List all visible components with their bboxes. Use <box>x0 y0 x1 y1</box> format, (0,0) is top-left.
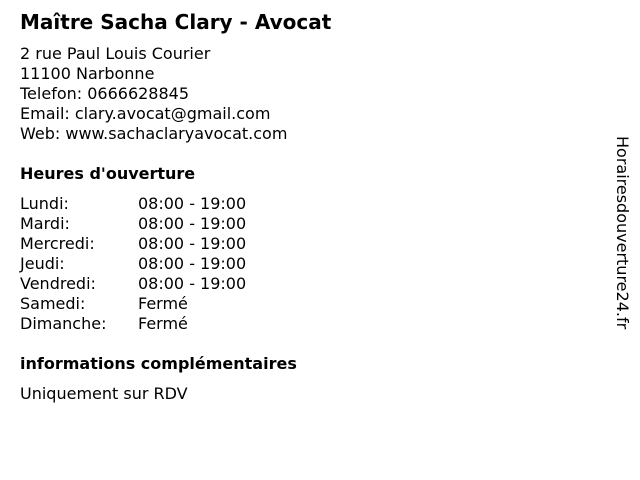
opening-time: 08:00 - 19:00 <box>138 214 247 233</box>
opening-time: Fermé <box>138 294 188 313</box>
opening-time: 08:00 - 19:00 <box>138 194 247 213</box>
website-watermark: Horairesdouverture24.fr <box>613 136 632 330</box>
day-label: Vendredi: <box>20 274 96 293</box>
contact-block <box>20 44 287 144</box>
opening-time: 08:00 - 19:00 <box>138 254 247 273</box>
opening-hours-row <box>20 234 246 254</box>
opening-time: 08:00 - 19:00 <box>138 234 247 253</box>
day-label: Mardi: <box>20 214 70 233</box>
opening-hours-row <box>20 314 246 334</box>
business-title: Maître Sacha Clary - Avocat <box>20 10 332 34</box>
day-label: Jeudi: <box>20 254 65 273</box>
opening-hours-list <box>20 194 246 334</box>
additional-info-heading: informations complémentaires <box>20 354 297 373</box>
day-label: Samedi: <box>20 294 86 313</box>
day-label: Dimanche: <box>20 314 107 333</box>
opening-hours-row <box>20 274 246 294</box>
opening-hours-row <box>20 194 246 214</box>
email-address: Email: clary.avocat@gmail.com <box>20 104 271 123</box>
opening-hours-heading: Heures d'ouverture <box>20 164 196 183</box>
opening-hours-row <box>20 294 246 314</box>
opening-time: Fermé <box>138 314 188 333</box>
opening-hours-row <box>20 254 246 274</box>
day-label: Mercredi: <box>20 234 95 253</box>
additional-info-text: Uniquement sur RDV <box>20 384 188 403</box>
street-address: 2 rue Paul Louis Courier <box>20 44 211 63</box>
opening-hours-row <box>20 214 246 234</box>
phone-number: Telefon: 0666628845 <box>20 84 190 103</box>
website-address: Web: www.sachaclaryavocat.com <box>20 124 288 143</box>
day-label: Lundi: <box>20 194 69 213</box>
city-postal-code: 11100 Narbonne <box>20 64 155 83</box>
opening-time: 08:00 - 19:00 <box>138 274 247 293</box>
